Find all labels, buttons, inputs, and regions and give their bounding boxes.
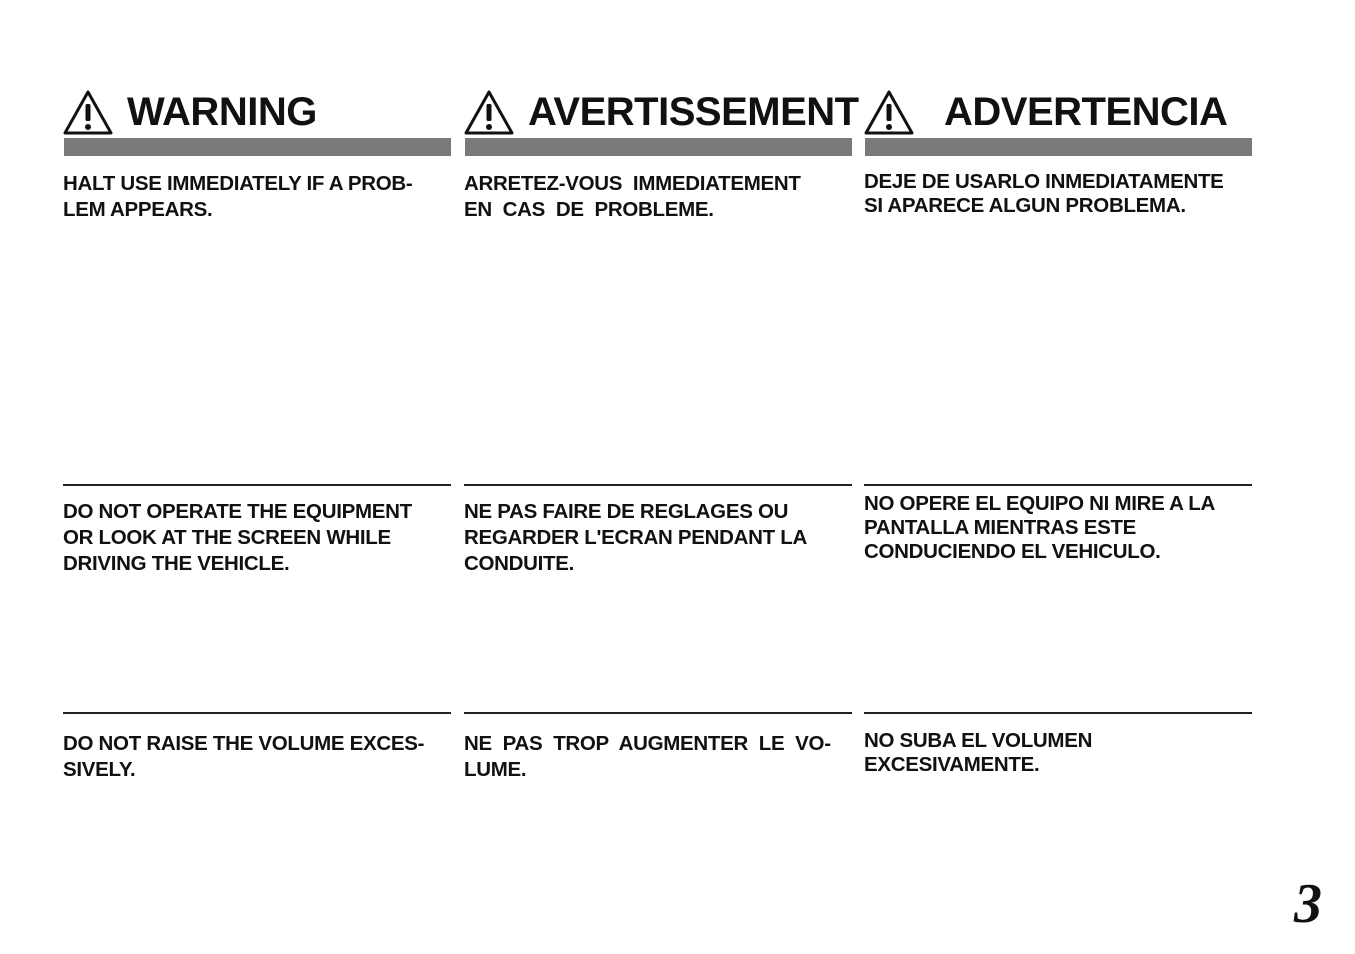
warning-triangle-icon: [864, 89, 914, 135]
warning-item-do-not-operate: DO NOT OPERATE THE EQUIPMENT OR LOOK AT THE SCREEN WHILE DRIVING THE VEHICLE.: [63, 500, 412, 575]
heading-bar: [64, 138, 451, 156]
warning-item-volume: DO NOT RAISE THE VOLUME EXCES- SIVELY.: [63, 732, 425, 781]
heading-row: [864, 88, 1227, 136]
warning-item-halt-use: HALT USE IMMEDIATELY IF A PROB- LEM APPEARS.: [63, 172, 413, 221]
heading-row: [464, 88, 859, 136]
advertencia-heading: ADVERTENCIA: [944, 90, 1228, 134]
heading-bar: [465, 138, 852, 156]
avertissement-heading: AVERTISSEMENT: [528, 90, 859, 134]
advertencia-item-deje: DEJE DE USARLO INMEDIATAMENTE SI APARECE ALGUN PROBLEMA.: [864, 170, 1224, 217]
page-number: 3: [1294, 873, 1322, 935]
column-spanish: [864, 0, 1252, 954]
column-french: [464, 0, 859, 954]
advertencia-item-no-opere: NO OPERE EL EQUIPO NI MIRE A LA PANTALLA MIENTRAS ESTE CONDUCIENDO EL VEHICULO.: [864, 492, 1216, 563]
heading-row: [63, 88, 317, 136]
divider: [63, 484, 451, 486]
column-english: [63, 0, 451, 954]
divider: [464, 484, 852, 486]
warning-triangle-icon: [63, 89, 113, 135]
divider: [864, 712, 1252, 714]
divider: [63, 712, 451, 714]
heading-bar: [865, 138, 1252, 156]
avertissement-item-reglages: NE PAS FAIRE DE REGLAGES OU REGARDER L'ECRAN PENDANT LA CONDUITE.: [464, 500, 808, 575]
avertissement-item-volume: NE PAS TROP AUGMENTER LE VO- LUME.: [464, 732, 831, 781]
divider: [464, 712, 852, 714]
divider: [864, 484, 1252, 486]
warning-triangle-icon: [464, 89, 514, 135]
avertissement-item-arretez: ARRETEZ-VOUS IMMEDIATEMENT EN CAS DE PROBLEME.: [464, 172, 801, 221]
advertencia-item-volumen: NO SUBA EL VOLUMEN EXCESIVAMENTE.: [864, 729, 1093, 776]
warning-heading: WARNING: [127, 90, 317, 134]
